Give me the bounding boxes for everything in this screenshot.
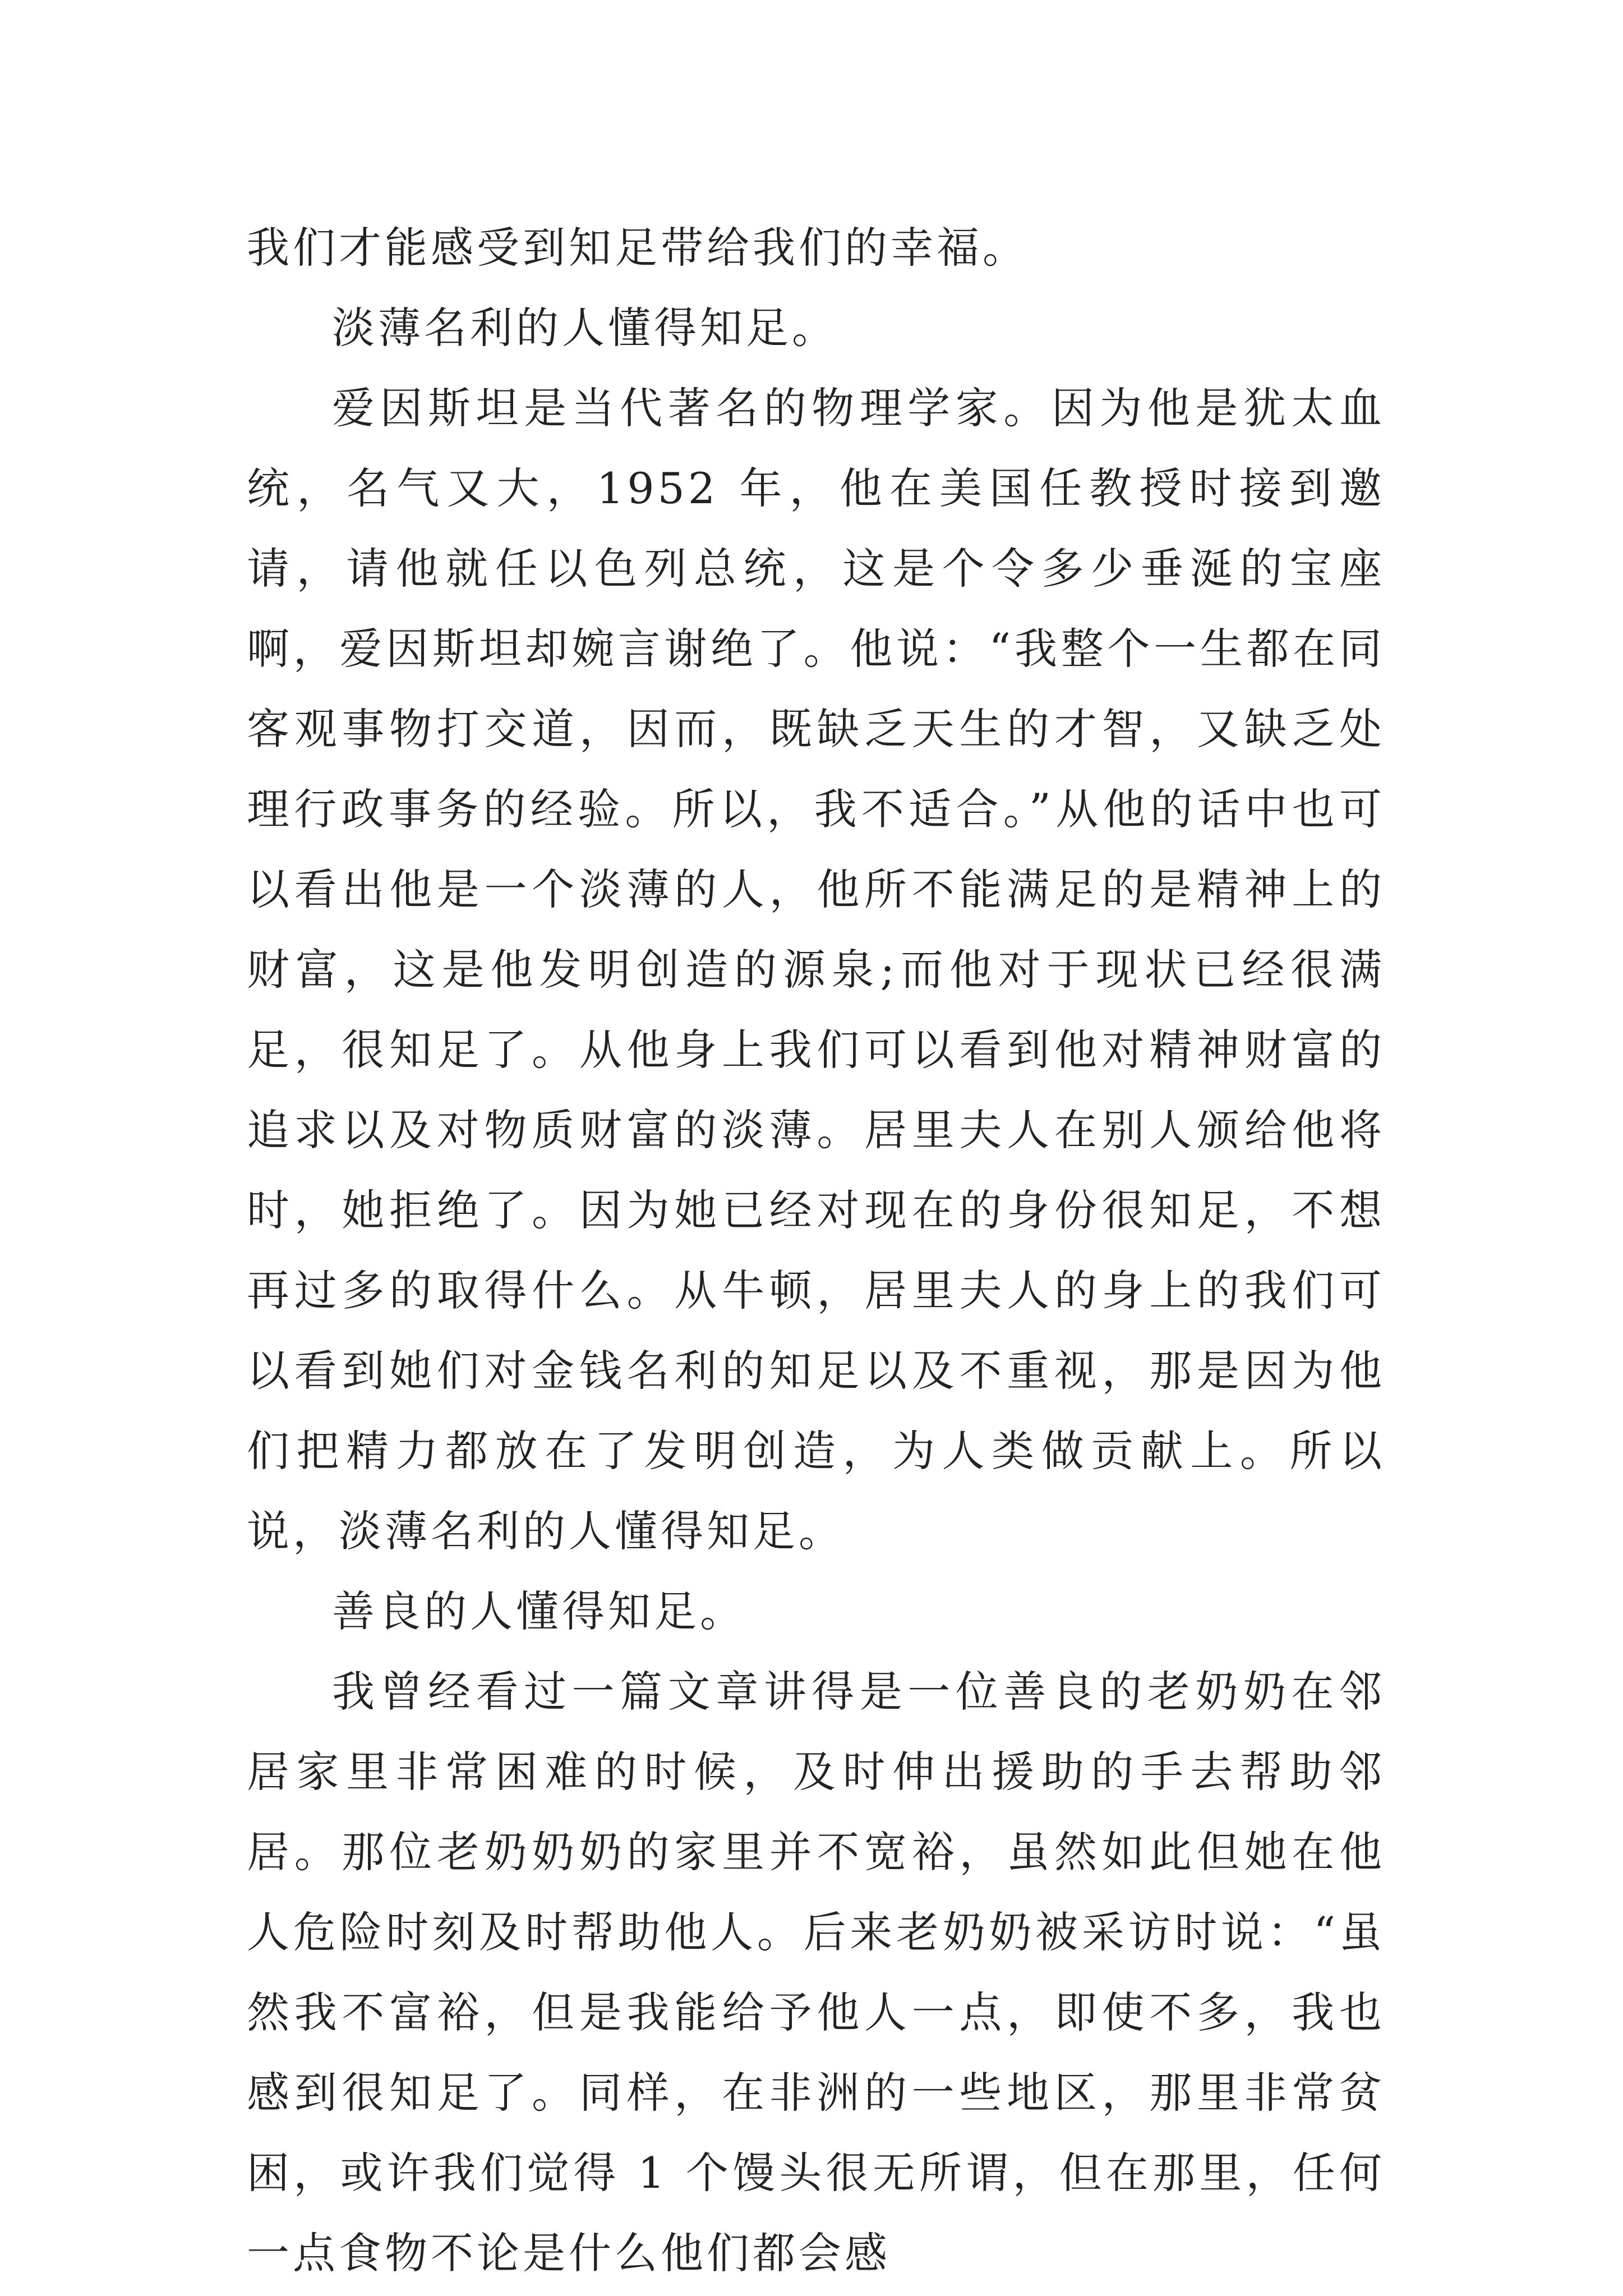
paragraph-heading-kind-people: 善良的人懂得知足。 [332, 1586, 746, 1636]
paragraph-einstein-example: 爱因斯坦是当代著名的物理学家。因为他是犹太血统，名气又大，1952 年，他在美国任教授时接到邀请，请他就任以色列总统，这是个令多少垂涎的宝座啊，爱因斯坦却婉言谢绝了。他说：“我整个一生都在同客观事物打交道，因而，既缺乏天生的才智，又缺乏处理行政事务的经验。所以，我不适合。”从他的话中也可以看出他是一个淡薄的人，他所不能满足的是精神上的财富，这是他发明创造的源泉;而他对于现状已经很满足，很知足了。从他身上我们可以看到他对精神财富的追求以及对物质财富的淡薄。居里夫人在别人颁给他将时，她拒绝了。因为她已经对现在的身份很知足，不想再过多的取得什么。从牛顿，居里夫人的身上的我们可以看到她们对金钱名利的知足以及不重视，那是因为他们把精力都放在了发明创造，为人类做贡献上。所以说，淡薄名利的人懂得知足。 [247, 383, 1385, 1556]
paragraph-continuation: 我们才能感受到知足带给我们的幸福。 [247, 223, 1029, 273]
paragraph-heading-indifferent-to-fame: 淡薄名利的人懂得知足。 [332, 303, 838, 353]
document-body [247, 208, 1385, 2293]
paragraph-grandmother-example: 我曾经看过一篇文章讲得是一位善良的老奶奶在邻居家里非常困难的时候，及时伸出援助的手去帮助邻居。那位老奶奶奶的家里并不宽裕，虽然如此但她在他人危险时刻及时帮助他人。后来老奶奶被采访时说：“虽然我不富裕，但是我能给予他人一点，即使不多，我也感到很知足了。同样，在非洲的一些地区，那里非常贫困，或许我们觉得 1 个馒头很无所谓，但在那里，任何一点食物不论是什么他们都会感 [247, 1667, 1385, 2278]
